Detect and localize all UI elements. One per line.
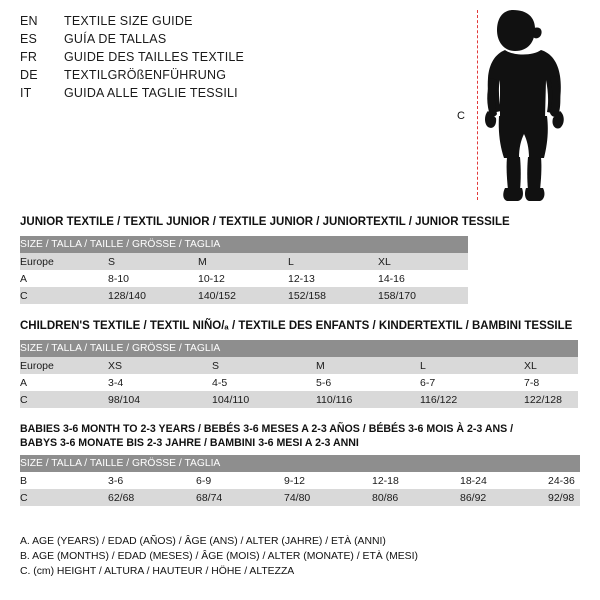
cell-value: 3-6 (108, 472, 196, 489)
section-title-junior: JUNIOR TEXTILE / TEXTIL JUNIOR / TEXTILE JUNIOR / JUNIORTEXTIL / JUNIOR TESSILE (20, 216, 510, 228)
band-label: SIZE / TALLA / TAILLE / GRÖSSE / TAGLIA (20, 340, 578, 357)
cell-value: 74/80 (284, 489, 372, 506)
table-band-row (20, 340, 578, 357)
measurement-legend (20, 534, 418, 579)
header-row (20, 50, 440, 68)
cell-value: 110/116 (316, 391, 420, 408)
row-label: C (20, 489, 108, 506)
cell-value: 128/140 (108, 287, 198, 304)
cell-value: 122/128 (524, 391, 578, 408)
column-header: L (288, 253, 378, 270)
header-row (20, 68, 440, 86)
column-header: S (108, 253, 198, 270)
header-lang-code: EN (20, 14, 38, 28)
header-lang-text: GUIDE DES TAILLES TEXTILE (64, 50, 245, 64)
row-label: B (20, 472, 108, 489)
section-title-babies-line2: BABYS 3-6 MONATE BIS 2-3 JAHRE / BAMBINI 3-6 MESI A 2-3 ANNI (20, 437, 359, 449)
column-header: M (316, 357, 420, 374)
header-row (20, 14, 440, 32)
table-header-row (20, 357, 578, 374)
cell-value: 7-8 (524, 374, 578, 391)
table-row (20, 287, 468, 304)
cell-value: 5-6 (316, 374, 420, 391)
table-band-row (20, 236, 468, 253)
cell-value: 80/86 (372, 489, 460, 506)
table-row (20, 374, 578, 391)
cell-value: 6-7 (420, 374, 524, 391)
header-lang-text: TEXTILGRÖßENFÜHRUNG (64, 68, 227, 82)
cell-value: 6-9 (196, 472, 284, 489)
table-row (20, 391, 578, 408)
cell-value: 24-36 (548, 472, 580, 489)
header-lang-text: TEXTILE SIZE GUIDE (64, 14, 193, 28)
column-header: S (212, 357, 316, 374)
cell-value: 3-4 (108, 374, 212, 391)
junior-size-table (20, 236, 468, 304)
band-label: SIZE / TALLA / TAILLE / GRÖSSE / TAGLIA (20, 236, 468, 253)
height-guide-line (477, 10, 478, 200)
header-row (20, 86, 440, 104)
cell-value: 10-12 (198, 270, 288, 287)
cell-value: 104/110 (212, 391, 316, 408)
legend-line-c: C. (cm) HEIGHT / ALTURA / HAUTEUR / HÖHE / ALTEZZA (20, 566, 295, 577)
child-silhouette-figure (455, 6, 585, 206)
cell-value: 140/152 (198, 287, 288, 304)
row-label: C (20, 391, 108, 408)
band-label: SIZE / TALLA / TAILLE / GRÖSSE / TAGLIA (20, 455, 580, 472)
toddler-silhouette-icon (483, 8, 583, 206)
row-label: A (20, 270, 108, 287)
column-header: XL (524, 357, 578, 374)
cell-value: 116/122 (420, 391, 524, 408)
header-lang-code: IT (20, 86, 32, 100)
cell-value: 18-24 (460, 472, 548, 489)
height-measure-label: C (457, 110, 465, 122)
babies-size-table (20, 455, 580, 506)
header-row (20, 32, 440, 50)
column-header: L (420, 357, 524, 374)
cell-value: 62/68 (108, 489, 196, 506)
header-lang-text: GUÍA DE TALLAS (64, 32, 167, 46)
header-lang-code: FR (20, 50, 38, 64)
cell-value: 152/158 (288, 287, 378, 304)
header-lang-code: ES (20, 32, 38, 46)
table-header-row (20, 253, 468, 270)
column-header: Europe (20, 357, 108, 374)
cell-value: 9-12 (284, 472, 372, 489)
row-label: A (20, 374, 108, 391)
column-header: XL (378, 253, 468, 270)
table-row (20, 270, 468, 287)
column-header: Europe (20, 253, 108, 270)
header-lang-code: DE (20, 68, 38, 82)
cell-value: 12-18 (372, 472, 460, 489)
cell-value: 14-16 (378, 270, 468, 287)
language-header (20, 14, 440, 104)
cell-value: 12-13 (288, 270, 378, 287)
row-label: C (20, 287, 108, 304)
section-title-children: CHILDREN'S TEXTILE / TEXTIL NIÑO/ₐ / TEXTILE DES ENFANTS / KINDERTEXTIL / BAMBINI TESSILE (20, 320, 573, 332)
cell-value: 4-5 (212, 374, 316, 391)
legend-line-a: A. AGE (YEARS) / EDAD (AÑOS) / ÂGE (ANS) / ALTER (JAHRE) / ETÀ (ANNI) (20, 536, 386, 547)
cell-value: 98/104 (108, 391, 212, 408)
cell-value: 86/92 (460, 489, 548, 506)
cell-value: 68/74 (196, 489, 284, 506)
header-lang-text: GUIDA ALLE TAGLIE TESSILI (64, 86, 238, 100)
children-size-table (20, 340, 578, 408)
cell-value: 158/170 (378, 287, 468, 304)
table-row (20, 472, 580, 489)
column-header: XS (108, 357, 212, 374)
table-band-row (20, 455, 580, 472)
column-header: M (198, 253, 288, 270)
legend-line-b: B. AGE (MONTHS) / EDAD (MESES) / ÂGE (MOIS) / ALTER (MONATE) / ETÀ (MESI) (20, 551, 418, 562)
cell-value: 8-10 (108, 270, 198, 287)
section-title-babies-line1: BABIES 3-6 MONTH TO 2-3 YEARS / BEBÉS 3-6 MESES A 2-3 AÑOS / BÉBÉS 3-6 MOIS À 2-3 ANS / (20, 423, 514, 435)
cell-value: 92/98 (548, 489, 580, 506)
table-row (20, 489, 580, 506)
